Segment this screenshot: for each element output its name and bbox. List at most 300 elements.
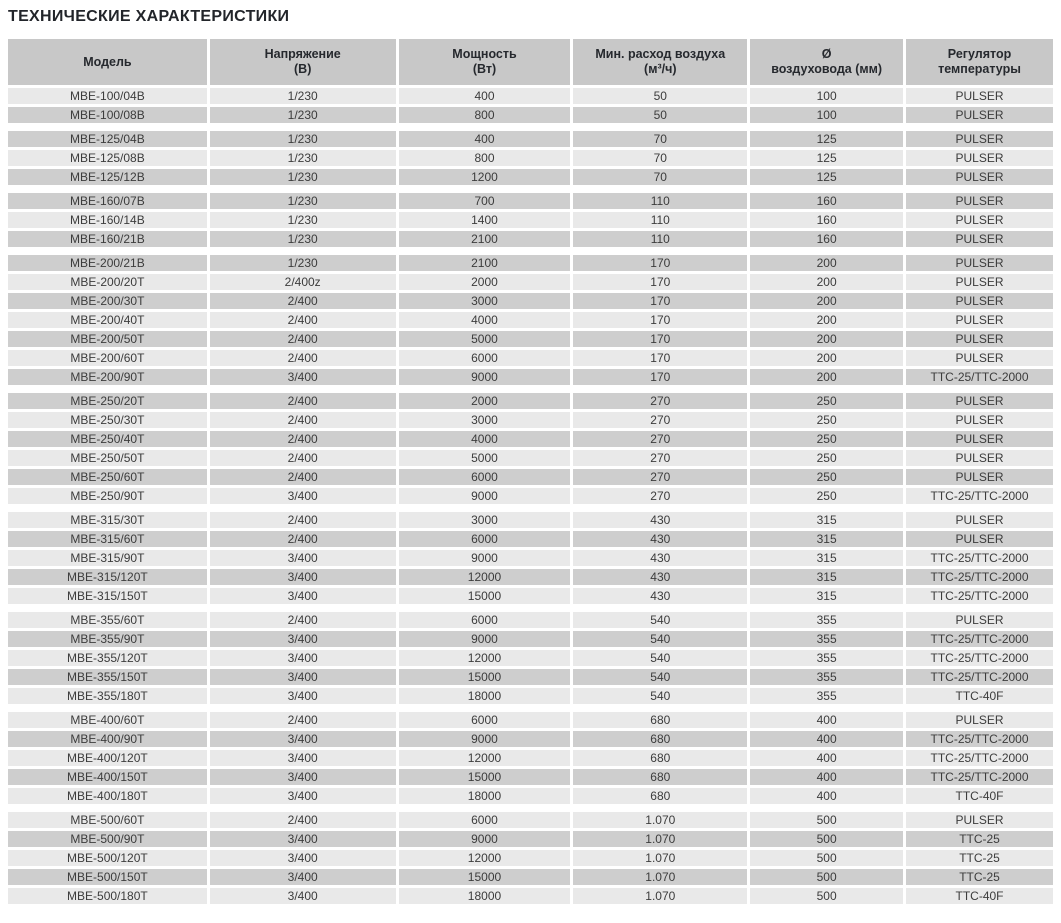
cell-airflow: 170 xyxy=(573,255,747,271)
cell-regulator: PULSER xyxy=(906,612,1053,628)
cell-regulator: PULSER xyxy=(906,712,1053,728)
cell-airflow: 170 xyxy=(573,350,747,366)
cell-power: 2000 xyxy=(399,393,571,409)
column-header-power: Мощность (Вт) xyxy=(399,39,571,85)
cell-power: 6000 xyxy=(399,350,571,366)
group-separator xyxy=(8,607,1053,609)
table-body xyxy=(8,88,1053,904)
cell-airflow: 1.070 xyxy=(573,888,747,904)
table-row xyxy=(8,412,1053,428)
cell-regulator: PULSER xyxy=(906,255,1053,271)
cell-diameter: 315 xyxy=(750,569,903,585)
cell-model: MBE-500/150T xyxy=(8,869,207,885)
cell-diameter: 200 xyxy=(750,350,903,366)
table-row xyxy=(8,688,1053,704)
cell-diameter: 250 xyxy=(750,393,903,409)
cell-model: MBE-315/120T xyxy=(8,569,207,585)
cell-voltage: 3/400 xyxy=(210,888,396,904)
table-row xyxy=(8,612,1053,628)
group-separator xyxy=(8,126,1053,128)
cell-model: MBE-400/120T xyxy=(8,750,207,766)
cell-voltage: 3/400 xyxy=(210,588,396,604)
cell-voltage: 3/400 xyxy=(210,631,396,647)
cell-airflow: 70 xyxy=(573,169,747,185)
cell-airflow: 430 xyxy=(573,531,747,547)
cell-airflow: 270 xyxy=(573,488,747,504)
cell-regulator: PULSER xyxy=(906,193,1053,209)
cell-model: MBE-355/90T xyxy=(8,631,207,647)
cell-airflow: 540 xyxy=(573,650,747,666)
cell-airflow: 110 xyxy=(573,193,747,209)
group-separator xyxy=(8,707,1053,709)
cell-power: 9000 xyxy=(399,369,571,385)
table-row xyxy=(8,731,1053,747)
column-header-model: Модель xyxy=(8,39,207,85)
cell-power: 15000 xyxy=(399,769,571,785)
cell-model: MBE-315/60T xyxy=(8,531,207,547)
cell-airflow: 170 xyxy=(573,293,747,309)
table-row xyxy=(8,550,1053,566)
cell-regulator: TTC-25/TTC-2000 xyxy=(906,650,1053,666)
cell-model: MBE-500/90T xyxy=(8,831,207,847)
cell-voltage: 2/400 xyxy=(210,531,396,547)
cell-regulator: TTC-40F xyxy=(906,688,1053,704)
cell-model: MBE-400/150T xyxy=(8,769,207,785)
cell-model: MBE-315/90T xyxy=(8,550,207,566)
table-row xyxy=(8,831,1053,847)
cell-voltage: 2/400 xyxy=(210,712,396,728)
group-separator xyxy=(8,188,1053,190)
cell-regulator: PULSER xyxy=(906,412,1053,428)
cell-power: 9000 xyxy=(399,631,571,647)
cell-model: MBE-315/30T xyxy=(8,512,207,528)
cell-diameter: 250 xyxy=(750,412,903,428)
cell-diameter: 500 xyxy=(750,850,903,866)
table-row xyxy=(8,231,1053,247)
cell-regulator: PULSER xyxy=(906,512,1053,528)
table-row xyxy=(8,150,1053,166)
table-row xyxy=(8,131,1053,147)
cell-regulator: TTC-25/TTC-2000 xyxy=(906,488,1053,504)
cell-model: MBE-160/14B xyxy=(8,212,207,228)
cell-airflow: 680 xyxy=(573,712,747,728)
cell-voltage: 3/400 xyxy=(210,869,396,885)
table-row xyxy=(8,488,1053,504)
table-row xyxy=(8,293,1053,309)
cell-diameter: 125 xyxy=(750,131,903,147)
cell-model: MBE-125/12B xyxy=(8,169,207,185)
cell-model: MBE-315/150T xyxy=(8,588,207,604)
cell-power: 6000 xyxy=(399,531,571,547)
table-row xyxy=(8,312,1053,328)
cell-voltage: 2/400 xyxy=(210,469,396,485)
table-row xyxy=(8,850,1053,866)
cell-airflow: 540 xyxy=(573,631,747,647)
cell-voltage: 1/230 xyxy=(210,88,396,104)
table-row xyxy=(8,469,1053,485)
cell-regulator: TTC-25/TTC-2000 xyxy=(906,550,1053,566)
cell-airflow: 70 xyxy=(573,131,747,147)
cell-model: MBE-250/50T xyxy=(8,450,207,466)
cell-diameter: 200 xyxy=(750,293,903,309)
cell-regulator: TTC-25/TTC-2000 xyxy=(906,769,1053,785)
cell-regulator: PULSER xyxy=(906,531,1053,547)
cell-regulator: TTC-25/TTC-2000 xyxy=(906,369,1053,385)
cell-airflow: 50 xyxy=(573,107,747,123)
cell-power: 9000 xyxy=(399,731,571,747)
cell-airflow: 430 xyxy=(573,512,747,528)
cell-regulator: TTC-25/TTC-2000 xyxy=(906,588,1053,604)
cell-voltage: 3/400 xyxy=(210,669,396,685)
cell-diameter: 125 xyxy=(750,169,903,185)
cell-power: 12000 xyxy=(399,569,571,585)
cell-airflow: 680 xyxy=(573,731,747,747)
cell-power: 6000 xyxy=(399,612,571,628)
cell-diameter: 355 xyxy=(750,631,903,647)
cell-power: 400 xyxy=(399,88,571,104)
cell-airflow: 270 xyxy=(573,393,747,409)
cell-power: 3000 xyxy=(399,412,571,428)
cell-voltage: 3/400 xyxy=(210,788,396,804)
cell-power: 6000 xyxy=(399,469,571,485)
cell-diameter: 160 xyxy=(750,212,903,228)
cell-regulator: PULSER xyxy=(906,107,1053,123)
cell-regulator: PULSER xyxy=(906,274,1053,290)
cell-power: 9000 xyxy=(399,550,571,566)
cell-power: 5000 xyxy=(399,450,571,466)
cell-regulator: TTC-25 xyxy=(906,850,1053,866)
cell-model: MBE-250/90T xyxy=(8,488,207,504)
cell-power: 12000 xyxy=(399,750,571,766)
cell-voltage: 2/400 xyxy=(210,393,396,409)
cell-model: MBE-355/120T xyxy=(8,650,207,666)
cell-diameter: 250 xyxy=(750,431,903,447)
cell-voltage: 1/230 xyxy=(210,169,396,185)
cell-power: 18000 xyxy=(399,888,571,904)
cell-voltage: 2/400 xyxy=(210,450,396,466)
cell-airflow: 540 xyxy=(573,688,747,704)
cell-model: MBE-355/150T xyxy=(8,669,207,685)
cell-diameter: 315 xyxy=(750,531,903,547)
table-row xyxy=(8,350,1053,366)
cell-diameter: 160 xyxy=(750,231,903,247)
cell-voltage: 1/230 xyxy=(210,193,396,209)
table-row xyxy=(8,669,1053,685)
cell-power: 5000 xyxy=(399,331,571,347)
cell-diameter: 200 xyxy=(750,369,903,385)
table-row xyxy=(8,788,1053,804)
table-row xyxy=(8,450,1053,466)
cell-diameter: 100 xyxy=(750,107,903,123)
cell-regulator: PULSER xyxy=(906,393,1053,409)
table-row xyxy=(8,769,1053,785)
table-row xyxy=(8,631,1053,647)
column-header-regulator: Регулятор температуры xyxy=(906,39,1053,85)
table-row xyxy=(8,512,1053,528)
cell-diameter: 200 xyxy=(750,255,903,271)
cell-voltage: 1/230 xyxy=(210,231,396,247)
cell-voltage: 2/400 xyxy=(210,431,396,447)
table-row xyxy=(8,869,1053,885)
cell-airflow: 170 xyxy=(573,331,747,347)
table-row xyxy=(8,169,1053,185)
group-separator xyxy=(8,807,1053,809)
cell-regulator: PULSER xyxy=(906,169,1053,185)
cell-diameter: 500 xyxy=(750,812,903,828)
cell-regulator: TTC-25 xyxy=(906,831,1053,847)
cell-model: MBE-250/20T xyxy=(8,393,207,409)
cell-regulator: TTC-25/TTC-2000 xyxy=(906,750,1053,766)
page-title: ТЕХНИЧЕСКИЕ ХАРАКТЕРИСТИКИ xyxy=(8,8,290,25)
cell-power: 3000 xyxy=(399,293,571,309)
table-row xyxy=(8,331,1053,347)
cell-model: MBE-400/90T xyxy=(8,731,207,747)
cell-voltage: 3/400 xyxy=(210,850,396,866)
specs-table xyxy=(5,36,1056,907)
table-row xyxy=(8,588,1053,604)
cell-power: 800 xyxy=(399,107,571,123)
cell-power: 2100 xyxy=(399,231,571,247)
cell-model: MBE-200/40T xyxy=(8,312,207,328)
table-row xyxy=(8,88,1053,104)
group-separator xyxy=(8,250,1053,252)
cell-airflow: 540 xyxy=(573,669,747,685)
cell-diameter: 400 xyxy=(750,731,903,747)
cell-power: 800 xyxy=(399,150,571,166)
cell-power: 9000 xyxy=(399,831,571,847)
cell-regulator: TTC-40F xyxy=(906,888,1053,904)
cell-airflow: 110 xyxy=(573,212,747,228)
cell-airflow: 70 xyxy=(573,150,747,166)
cell-airflow: 170 xyxy=(573,274,747,290)
cell-diameter: 355 xyxy=(750,688,903,704)
cell-diameter: 355 xyxy=(750,669,903,685)
cell-regulator: TTC-25/TTC-2000 xyxy=(906,669,1053,685)
group-separator xyxy=(8,388,1053,390)
cell-diameter: 500 xyxy=(750,888,903,904)
cell-regulator: PULSER xyxy=(906,150,1053,166)
cell-diameter: 315 xyxy=(750,550,903,566)
cell-model: MBE-160/21B xyxy=(8,231,207,247)
cell-regulator: PULSER xyxy=(906,88,1053,104)
cell-power: 700 xyxy=(399,193,571,209)
table-row xyxy=(8,193,1053,209)
cell-airflow: 1.070 xyxy=(573,831,747,847)
cell-model: MBE-200/60T xyxy=(8,350,207,366)
cell-model: MBE-100/08B xyxy=(8,107,207,123)
cell-power: 18000 xyxy=(399,788,571,804)
cell-voltage: 2/400z xyxy=(210,274,396,290)
cell-voltage: 2/400 xyxy=(210,612,396,628)
cell-power: 6000 xyxy=(399,712,571,728)
cell-diameter: 250 xyxy=(750,450,903,466)
cell-regulator: PULSER xyxy=(906,431,1053,447)
table-row xyxy=(8,431,1053,447)
cell-model: MBE-500/60T xyxy=(8,812,207,828)
cell-power: 2000 xyxy=(399,274,571,290)
cell-voltage: 3/400 xyxy=(210,488,396,504)
cell-power: 15000 xyxy=(399,588,571,604)
cell-power: 4000 xyxy=(399,312,571,328)
cell-voltage: 1/230 xyxy=(210,150,396,166)
cell-airflow: 1.070 xyxy=(573,869,747,885)
cell-model: MBE-250/40T xyxy=(8,431,207,447)
cell-regulator: PULSER xyxy=(906,212,1053,228)
cell-diameter: 200 xyxy=(750,312,903,328)
cell-voltage: 3/400 xyxy=(210,550,396,566)
cell-airflow: 1.070 xyxy=(573,812,747,828)
cell-voltage: 1/230 xyxy=(210,131,396,147)
cell-power: 12000 xyxy=(399,850,571,866)
column-header-diameter: Ø воздуховода (мм) xyxy=(750,39,903,85)
cell-diameter: 400 xyxy=(750,750,903,766)
cell-regulator: PULSER xyxy=(906,131,1053,147)
cell-model: MBE-200/21B xyxy=(8,255,207,271)
cell-airflow: 430 xyxy=(573,550,747,566)
cell-diameter: 400 xyxy=(750,769,903,785)
cell-diameter: 500 xyxy=(750,831,903,847)
cell-regulator: PULSER xyxy=(906,293,1053,309)
cell-airflow: 270 xyxy=(573,450,747,466)
cell-airflow: 270 xyxy=(573,412,747,428)
cell-diameter: 355 xyxy=(750,612,903,628)
cell-voltage: 3/400 xyxy=(210,769,396,785)
table-row xyxy=(8,274,1053,290)
cell-model: MBE-250/60T xyxy=(8,469,207,485)
cell-airflow: 110 xyxy=(573,231,747,247)
cell-regulator: PULSER xyxy=(906,812,1053,828)
cell-model: MBE-500/180T xyxy=(8,888,207,904)
table-row xyxy=(8,888,1053,904)
cell-voltage: 1/230 xyxy=(210,255,396,271)
cell-voltage: 3/400 xyxy=(210,731,396,747)
cell-diameter: 160 xyxy=(750,193,903,209)
cell-power: 15000 xyxy=(399,869,571,885)
cell-airflow: 680 xyxy=(573,769,747,785)
cell-regulator: TTC-25/TTC-2000 xyxy=(906,731,1053,747)
cell-diameter: 200 xyxy=(750,274,903,290)
cell-airflow: 50 xyxy=(573,88,747,104)
cell-diameter: 200 xyxy=(750,331,903,347)
cell-power: 1200 xyxy=(399,169,571,185)
cell-regulator: PULSER xyxy=(906,231,1053,247)
cell-model: MBE-355/60T xyxy=(8,612,207,628)
cell-power: 3000 xyxy=(399,512,571,528)
cell-power: 2100 xyxy=(399,255,571,271)
cell-regulator: TTC-25 xyxy=(906,869,1053,885)
cell-power: 400 xyxy=(399,131,571,147)
cell-model: MBE-200/90T xyxy=(8,369,207,385)
cell-model: MBE-355/180T xyxy=(8,688,207,704)
cell-voltage: 2/400 xyxy=(210,812,396,828)
cell-diameter: 400 xyxy=(750,712,903,728)
cell-voltage: 2/400 xyxy=(210,350,396,366)
table-row xyxy=(8,212,1053,228)
cell-airflow: 540 xyxy=(573,612,747,628)
cell-voltage: 2/400 xyxy=(210,512,396,528)
cell-model: MBE-200/30T xyxy=(8,293,207,309)
cell-voltage: 3/400 xyxy=(210,650,396,666)
table-row xyxy=(8,107,1053,123)
cell-diameter: 355 xyxy=(750,650,903,666)
cell-voltage: 3/400 xyxy=(210,569,396,585)
cell-diameter: 400 xyxy=(750,788,903,804)
cell-regulator: PULSER xyxy=(906,312,1053,328)
cell-airflow: 270 xyxy=(573,469,747,485)
cell-voltage: 1/230 xyxy=(210,107,396,123)
cell-model: MBE-500/120T xyxy=(8,850,207,866)
cell-regulator: PULSER xyxy=(906,450,1053,466)
cell-airflow: 270 xyxy=(573,431,747,447)
cell-model: MBE-250/30T xyxy=(8,412,207,428)
cell-voltage: 2/400 xyxy=(210,312,396,328)
cell-diameter: 100 xyxy=(750,88,903,104)
cell-power: 15000 xyxy=(399,669,571,685)
cell-model: MBE-200/50T xyxy=(8,331,207,347)
cell-regulator: TTC-25/TTC-2000 xyxy=(906,569,1053,585)
cell-voltage: 1/230 xyxy=(210,212,396,228)
cell-model: MBE-125/04B xyxy=(8,131,207,147)
table-row xyxy=(8,393,1053,409)
cell-airflow: 170 xyxy=(573,312,747,328)
cell-diameter: 250 xyxy=(750,488,903,504)
cell-regulator: PULSER xyxy=(906,331,1053,347)
cell-power: 4000 xyxy=(399,431,571,447)
cell-model: MBE-100/04B xyxy=(8,88,207,104)
cell-power: 9000 xyxy=(399,488,571,504)
cell-model: MBE-400/180T xyxy=(8,788,207,804)
table-row xyxy=(8,712,1053,728)
cell-airflow: 680 xyxy=(573,750,747,766)
cell-model: MBE-400/60T xyxy=(8,712,207,728)
cell-regulator: TTC-40F xyxy=(906,788,1053,804)
table-row xyxy=(8,750,1053,766)
header-row xyxy=(8,39,1053,85)
column-header-airflow: Мин. расход воздуха (м³/ч) xyxy=(573,39,747,85)
cell-voltage: 3/400 xyxy=(210,688,396,704)
cell-airflow: 1.070 xyxy=(573,850,747,866)
cell-diameter: 250 xyxy=(750,469,903,485)
table-row xyxy=(8,255,1053,271)
cell-voltage: 2/400 xyxy=(210,412,396,428)
cell-airflow: 170 xyxy=(573,369,747,385)
cell-diameter: 500 xyxy=(750,869,903,885)
cell-voltage: 3/400 xyxy=(210,831,396,847)
cell-regulator: TTC-25/TTC-2000 xyxy=(906,631,1053,647)
cell-diameter: 315 xyxy=(750,512,903,528)
cell-model: MBE-160/07B xyxy=(8,193,207,209)
group-separator xyxy=(8,507,1053,509)
table-row xyxy=(8,369,1053,385)
cell-regulator: PULSER xyxy=(906,350,1053,366)
cell-voltage: 3/400 xyxy=(210,369,396,385)
cell-power: 18000 xyxy=(399,688,571,704)
table-header xyxy=(8,39,1053,85)
cell-diameter: 315 xyxy=(750,588,903,604)
cell-model: MBE-125/08B xyxy=(8,150,207,166)
cell-airflow: 680 xyxy=(573,788,747,804)
cell-voltage: 2/400 xyxy=(210,331,396,347)
cell-power: 6000 xyxy=(399,812,571,828)
table-row xyxy=(8,650,1053,666)
table-row xyxy=(8,812,1053,828)
cell-voltage: 2/400 xyxy=(210,293,396,309)
cell-airflow: 430 xyxy=(573,569,747,585)
cell-airflow: 430 xyxy=(573,588,747,604)
column-header-voltage: Напряжение (В) xyxy=(210,39,396,85)
cell-diameter: 125 xyxy=(750,150,903,166)
cell-regulator: PULSER xyxy=(906,469,1053,485)
